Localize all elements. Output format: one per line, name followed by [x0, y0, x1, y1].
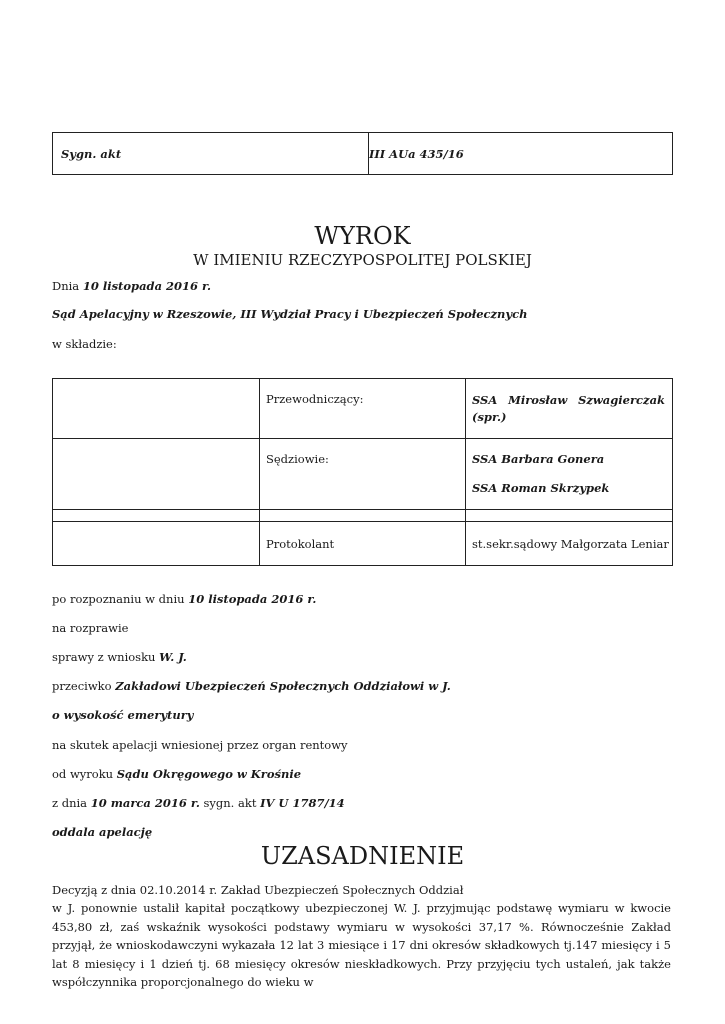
clerk-label: Protokolant — [266, 537, 335, 551]
lower-court-name: Sądu Okręgowego w Krośnie — [116, 767, 302, 781]
date-line — [52, 279, 211, 293]
table-divider — [465, 379, 466, 565]
document-subtitle: W IMIENIU RZECZYPOSPOLITEJ POLSKIEJ — [193, 251, 532, 269]
signature-table — [52, 132, 673, 175]
lower-judgment-line: z dnia 10 marca 2016 r. sygn. akt IV U 1787/14 — [52, 796, 345, 810]
case-subject: o wysokość emerytury — [52, 708, 194, 722]
judge-1-name: SSA Barbara Gonera — [472, 452, 605, 466]
table-divider — [259, 379, 260, 565]
table-divider — [53, 438, 672, 439]
lower-court-line: od wyroku Sądu Okręgowego w Krośnie — [52, 767, 302, 781]
court-name: Sąd Apelacyjny w Rzeszowie, III Wydział Pracy i Ubezpieczeń Społecznych — [52, 307, 528, 321]
composition-table — [52, 378, 673, 566]
lower-judgment-date: 10 marca 2016 r. — [90, 796, 200, 810]
hearing-date: 10 listopada 2016 r. — [188, 592, 317, 606]
chair-name: SSA Mirosław Szwagierczak (spr.) — [472, 393, 665, 424]
applicant-name: W. J. — [159, 650, 187, 664]
document-title: WYROK — [314, 222, 411, 250]
clerk-name: st.sekr.sądowy Małgorzata Leniar — [472, 537, 669, 551]
chair-label: Przewodniczący: — [266, 392, 364, 406]
hearing-line: po rozpoznaniu w dniu 10 listopada 2016 r. — [52, 592, 317, 606]
judgment-date: 10 listopada 2016 r. — [82, 279, 212, 293]
date-prefix: Dnia — [52, 279, 83, 293]
respondent-line: przeciwko Zakładowi Ubezpieczeń Społecznych Oddziałowi w J. — [52, 679, 451, 693]
hearing-type: na rozprawie — [52, 621, 129, 635]
justification-paragraph: w J. ponownie ustalił kapitał początkowy ubezpieczonej W. J. przyjmując podstawę wymiaru w kwocie 453,80 zł, zaś wskaźnik wysokości podstawy wymiaru w wysokości 37,17 %. Równocześnie Zakład przyjął, że wnioskodawczyni wykazała 12 lat 3 miesiące i 17 dni okresów składkowych tj.147 miesięcy i 5 lat 8 miesięcy i 1 dzień tj. 68 miesięcy okresów nieskładkowych. Przy przyjęciu tych ustaleń, jak także współczynnika proporcjonalnego do wieku w — [52, 901, 671, 989]
justification-first-line: Decyzją z dnia 02.10.2014 r. Zakład Ubezpieczeń Społecznych Oddział — [52, 883, 464, 897]
verdict: oddala apelację — [52, 825, 153, 839]
signature-value: III AUa 435/16 — [369, 146, 464, 161]
table-divider — [53, 509, 672, 510]
judge-2-name: SSA Roman Skrzypek — [472, 481, 610, 495]
judges-label: Sędziowie: — [266, 452, 329, 466]
composition-intro: w składzie: — [52, 337, 117, 351]
table-divider — [53, 521, 672, 522]
applicant-line: sprawy z wniosku W. J. — [52, 650, 187, 664]
appeal-line: na skutek apelacji wniesionej przez organ rentowy — [52, 738, 348, 752]
justification-title: UZASADNIENIE — [260, 842, 465, 870]
respondent-name: Zakładowi Ubezpieczeń Społecznych Oddziałowi w J. — [115, 679, 451, 693]
signature-label: Sygn. akt — [53, 133, 369, 174]
lower-case-number: IV U 1787/14 — [260, 796, 345, 810]
